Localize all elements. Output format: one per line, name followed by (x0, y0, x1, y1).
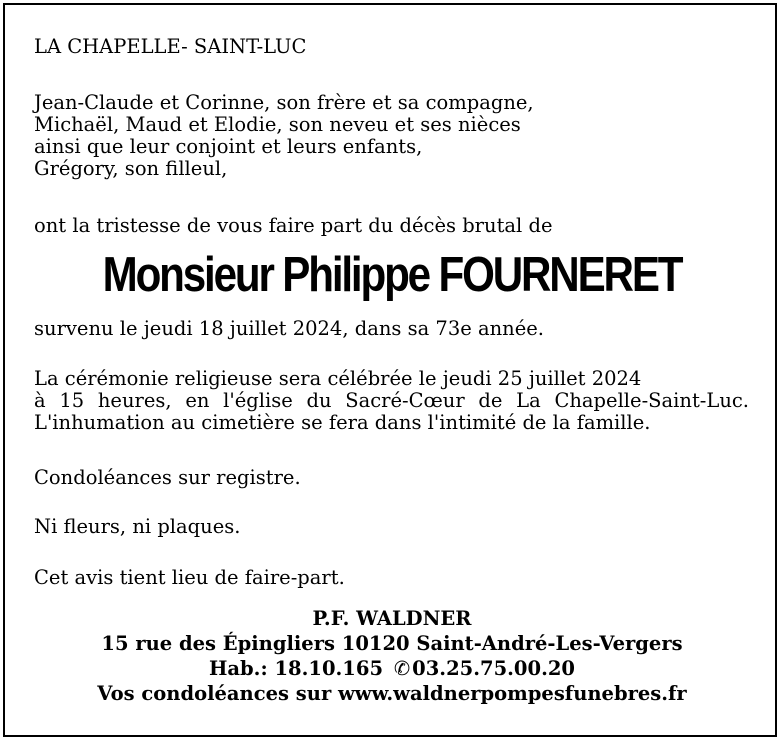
family-line: Jean-Claude et Corinne, son frère et sa compagne, (34, 91, 534, 114)
phone-number: 03.25.75.00.20 (412, 657, 575, 680)
phone-icon: ✆ (393, 657, 411, 680)
funeral-home-contact (5, 656, 779, 681)
family-line: Grégory, son filleul, (34, 157, 228, 180)
family-line: ainsi que leur conjoint et leurs enfants, (34, 135, 423, 158)
ceremony-line: La cérémonie religieuse sera célébrée le jeudi 25 juillet 2024 (34, 367, 642, 390)
hab-number: Hab.: 18.10.165 (208, 657, 384, 680)
funeral-home-name: P.F. WALDNER (312, 607, 472, 630)
obituary-notice (3, 3, 777, 737)
town-heading: LA CHAPELLE- SAINT-LUC (34, 35, 307, 58)
ceremony-line: L'inhumation au cimetière se fera dans l'intimité de la famille. (34, 411, 651, 434)
funeral-home-website: Vos condoléances sur www.waldnerpompesfunebres.fr (97, 682, 687, 705)
notice-note: Cet avis tient lieu de faire-part. (34, 566, 345, 589)
funeral-home-address: 15 rue des Épingliers 10120 Saint-André-Les-Vergers (101, 632, 683, 655)
flowers-text: Ni fleurs, ni plaques. (34, 515, 241, 538)
announcement-text: ont la tristesse de vous faire part du décès brutal de (34, 214, 553, 237)
deceased-name: Monsieur Philippe FOURNERET (102, 248, 682, 302)
ceremony-line: à 15 heures, en l'église du Sacré-Cœur de La Chapelle-Saint-Luc. (34, 389, 749, 412)
condolences-text: Condoléances sur registre. (34, 466, 301, 489)
family-line: Michaël, Maud et Elodie, son neveu et ses nièces (34, 113, 521, 136)
death-info: survenu le jeudi 18 juillet 2024, dans sa 73e année. (34, 317, 544, 340)
